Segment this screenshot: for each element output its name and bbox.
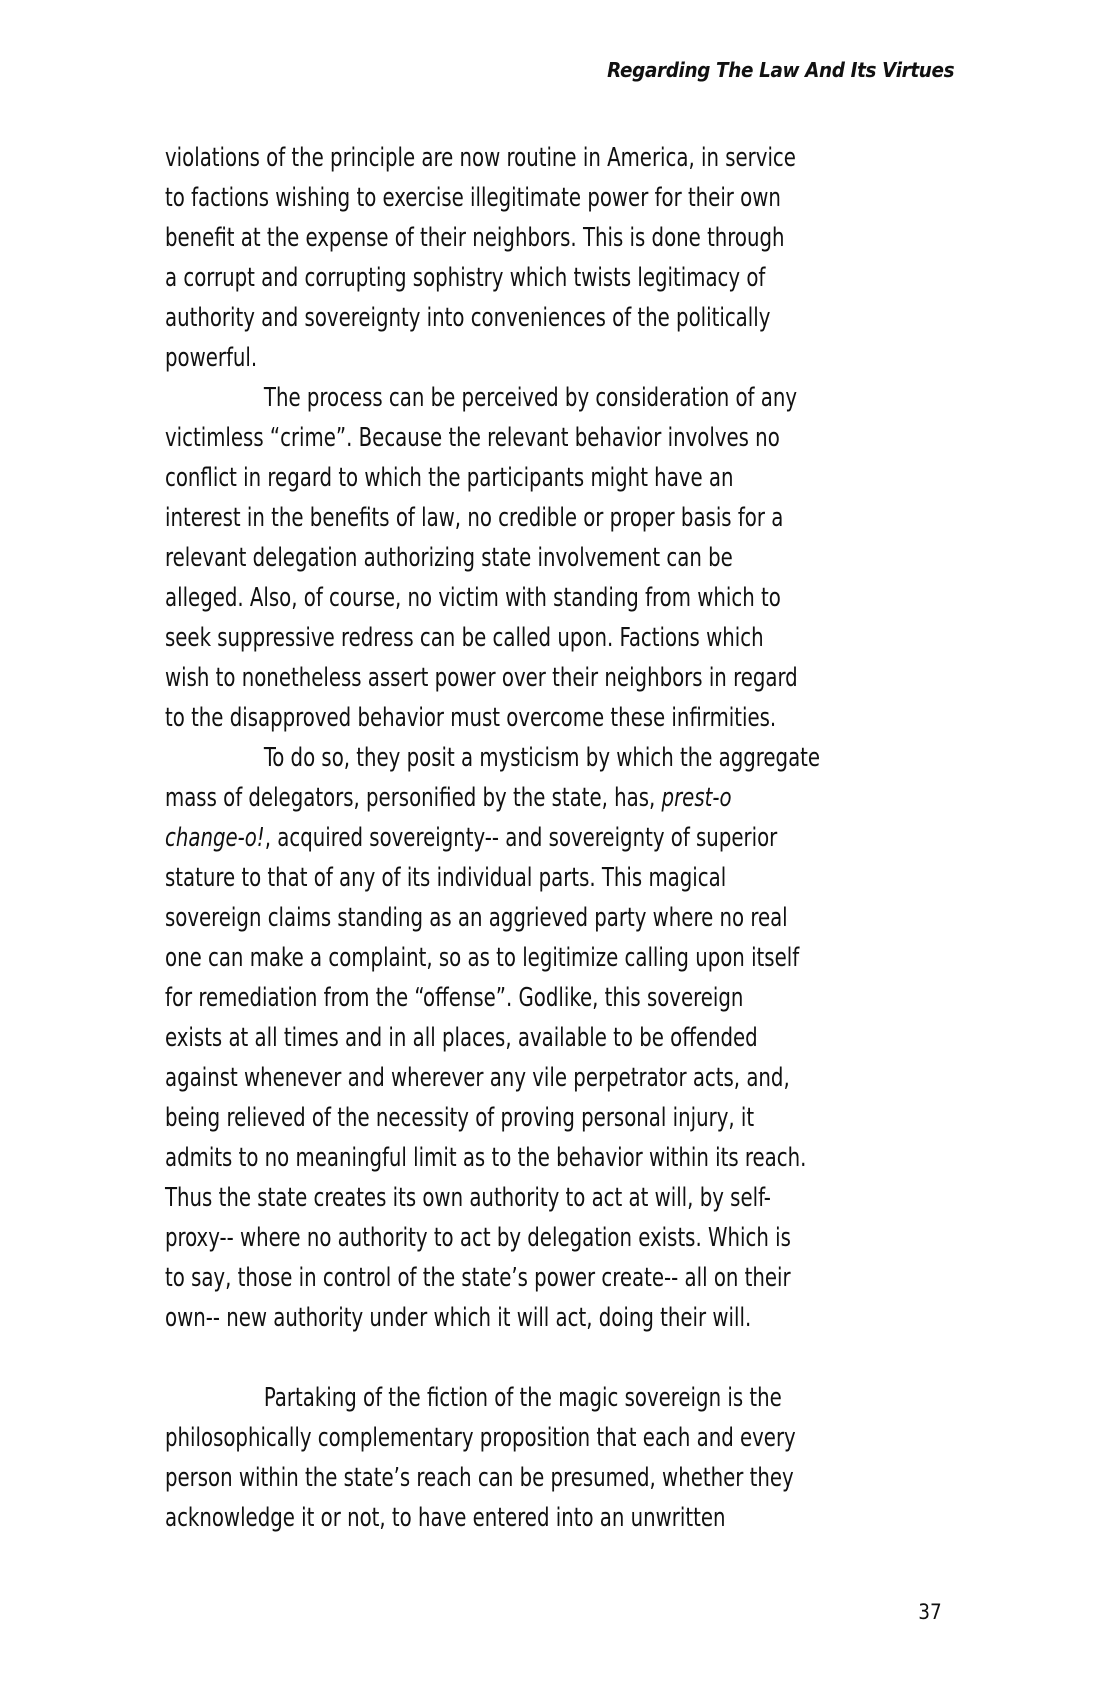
text-line: interest in the benefits of law, no credible or proper basis for a — [165, 503, 784, 533]
text-line — [165, 818, 853, 858]
text-line: proxy-- where no authority to act by delegation exists. Which is — [165, 1223, 791, 1253]
text-fragment: acquired sovereignty-- and sovereignty of superior — [277, 823, 778, 853]
text-line: to the disapproved behavior must overcome these infirmities. — [165, 703, 777, 733]
text-line: stature to that of any of its individual parts. This magical — [165, 863, 727, 893]
text-line — [165, 778, 853, 818]
text-line: own-- new authority under which it will act, doing their will. — [165, 1303, 752, 1333]
paragraph-4 — [165, 1378, 965, 1538]
text-line-indented: Partaking of the fiction of the magic sovereign is the — [263, 1383, 782, 1413]
text-line: conflict in regard to which the participants might have an — [165, 463, 734, 493]
text-line: benefit at the expense of their neighbors. This is done through — [165, 223, 785, 253]
page-number: 37 — [918, 1600, 942, 1624]
text-fragment: mass of delegators, personified by the state, has, — [165, 783, 662, 813]
text-line: one can make a complaint, so as to legitimize calling upon itself — [165, 943, 800, 973]
text-fragment: , — [264, 823, 271, 853]
text-line: seek suppressive redress can be called upon. Factions which — [165, 623, 764, 653]
text-line-indented: To do so, they posit a mysticism by which the aggregate — [263, 743, 821, 773]
paragraph-spacer — [165, 1338, 965, 1378]
text-line: being relieved of the necessity of proving personal injury, it — [165, 1103, 755, 1133]
paragraph-1 — [165, 138, 965, 378]
text-line: acknowledge it or not, to have entered into an unwritten — [165, 1503, 726, 1533]
text-line: exists at all times and in all places, available to be offended — [165, 1023, 758, 1053]
text-line: powerful. — [165, 343, 258, 373]
italic-fragment: prest-o — [661, 783, 732, 813]
paragraph-3 — [165, 738, 965, 1338]
text-line: alleged. Also, of course, no victim with standing from which to — [165, 583, 781, 613]
text-line: Thus the state creates its own authority to act at will, by self- — [165, 1183, 771, 1213]
text-line: wish to nonetheless assert power over their neighbors in regard — [165, 663, 798, 693]
text-line: admits to no meaningful limit as to the behavior within its reach. — [165, 1143, 807, 1173]
text-line: relevant delegation authorizing state involvement can be — [165, 543, 733, 573]
italic-fragment: change-o! — [165, 823, 265, 853]
text-line: victimless “crime”. Because the relevant behavior involves no — [165, 423, 780, 453]
text-line: for remediation from the “offense”. Godlike, this sovereign — [165, 983, 744, 1013]
running-header: Regarding The Law And Its Virtues — [606, 58, 954, 82]
text-line-indented: The process can be perceived by consideration of any — [263, 383, 798, 413]
text-line: to say, those in control of the state’s power create-- all on their — [165, 1263, 791, 1293]
text-line: violations of the principle are now routine in America, in service — [165, 143, 796, 173]
body-text — [165, 138, 965, 1538]
paragraph-2 — [165, 378, 965, 738]
text-line: a corrupt and corrupting sophistry which twists legitimacy of — [165, 263, 766, 293]
text-line: sovereign claims standing as an aggrieved party where no real — [165, 903, 788, 933]
text-line: philosophically complementary proposition that each and every — [165, 1423, 796, 1453]
text-line: to factions wishing to exercise illegitimate power for their own — [165, 183, 781, 213]
text-line: against whenever and wherever any vile perpetrator acts, and, — [165, 1063, 790, 1093]
text-line: person within the state’s reach can be presumed, whether they — [165, 1463, 794, 1493]
text-line: authority and sovereignty into conveniences of the politically — [165, 303, 771, 333]
